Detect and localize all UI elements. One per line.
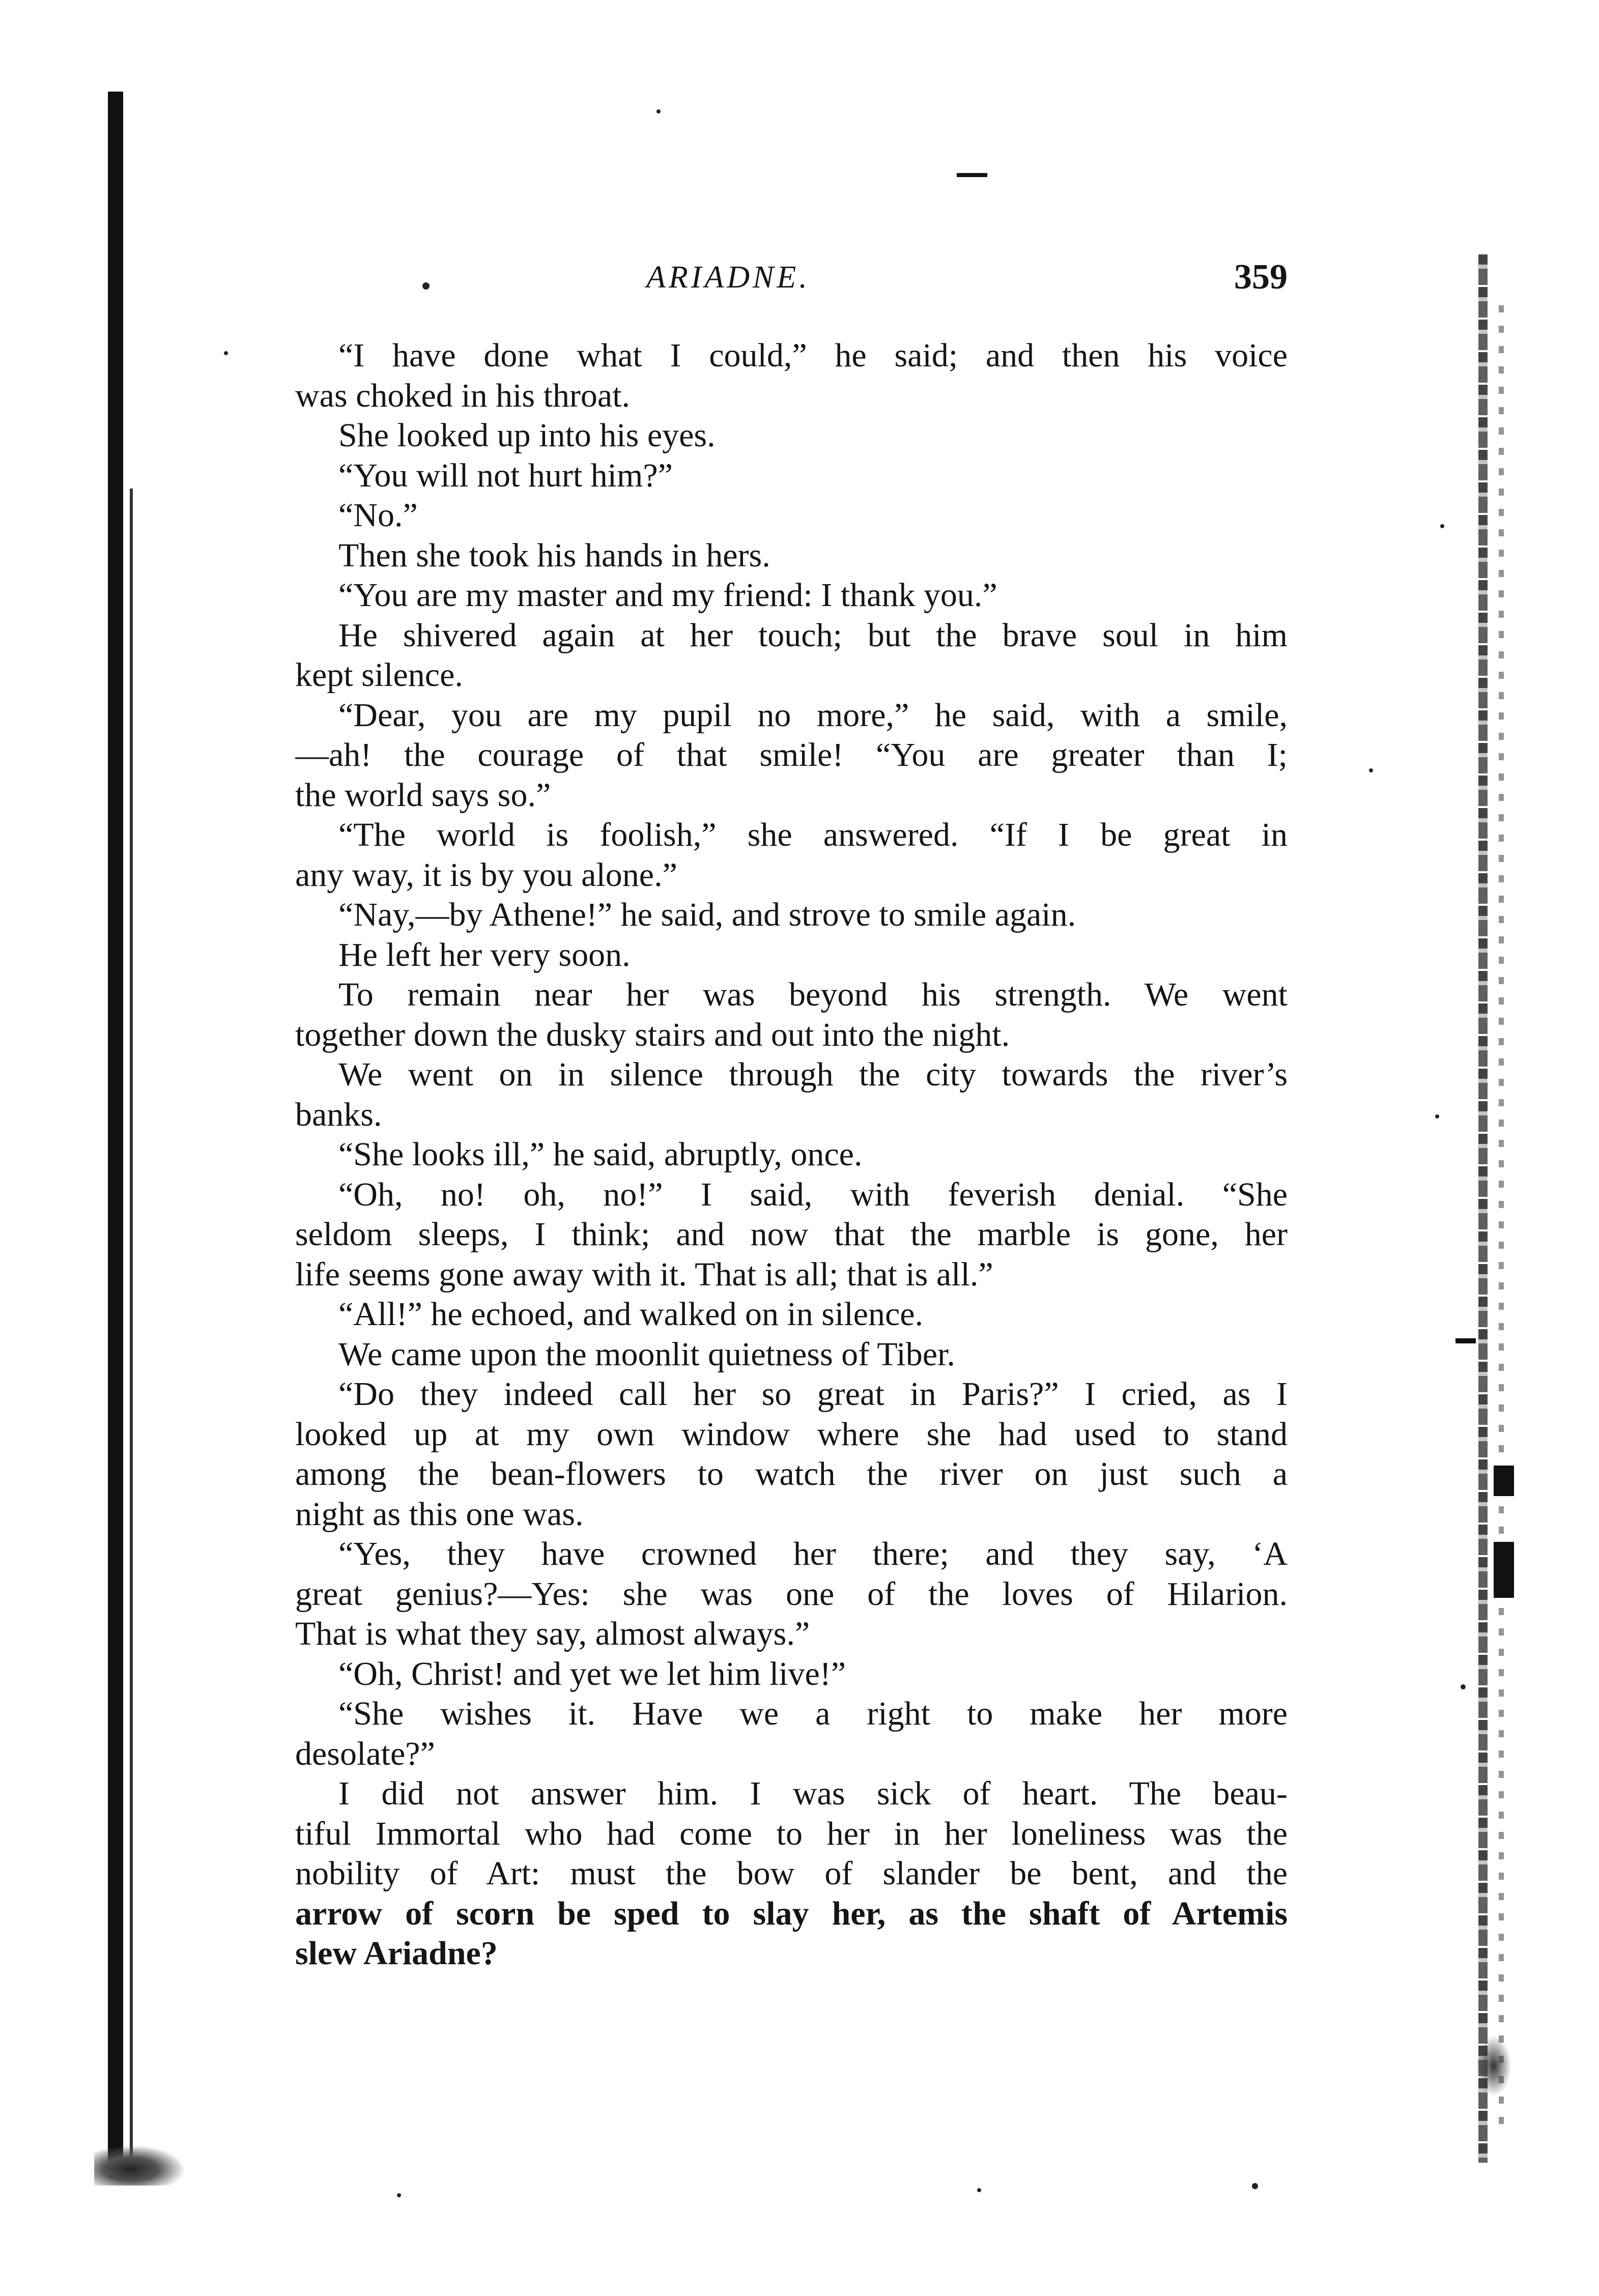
ink-speck (1252, 2183, 1258, 2189)
text-line: “I have done what I could,” he said; and then his voice (338, 337, 1288, 374)
text-line: “Oh, Christ! and yet we let him live!” (338, 1655, 846, 1692)
page-number: 359 (1234, 257, 1288, 297)
text-line: “She looks ill,” he said, abruptly, once. (338, 1136, 863, 1173)
text-line: Then she took his hands in hers. (338, 536, 770, 574)
text-line: tiful Immortal who had come to her in her loneliness was the (295, 1815, 1288, 1852)
text-line: was choked in his throat. (295, 377, 631, 414)
ink-speck (397, 2193, 401, 2197)
body-text (295, 336, 1288, 1974)
text-line: “Yes, they have crowned her there; and they say, ‘A (338, 1535, 1288, 1572)
text-line: “All!” he echoed, and walked on in silence. (338, 1296, 924, 1333)
ink-speck (977, 2188, 981, 2192)
text-line: any way, it is by you alone.” (295, 856, 677, 894)
page-edge-shadow (1478, 254, 1488, 2163)
text-line: We went on in silence through the city towards the river’s (338, 1056, 1288, 1093)
text-line: the world says so.” (295, 776, 551, 814)
ink-speck (1435, 1114, 1439, 1118)
text-line: night as this one was. (295, 1495, 584, 1533)
text-line: “Nay,—by Athene!” he said, and strove to smile again. (338, 896, 1076, 933)
text-line: “No.” (338, 497, 418, 534)
text-line: seldom sleeps, I think; and now that the marble is gone, her (295, 1216, 1288, 1253)
text-line: “You are my master and my friend: I thank you.” (338, 577, 997, 614)
edge-mark (1494, 1542, 1514, 1598)
text-line: “The world is foolish,” she answered. “If I be great in (338, 816, 1288, 853)
binding-shadow (108, 92, 123, 2178)
ink-dash (1455, 1338, 1476, 1343)
binding-smudge (94, 2145, 186, 2186)
page-edge-shadow-inner (1499, 305, 1504, 2137)
text-line: nobility of Art: must the bow of slander be bent, and the (295, 1855, 1288, 1892)
text-line: She looked up into his eyes. (338, 417, 716, 454)
text-line: desolate?” (295, 1735, 435, 1772)
text-line: banks. (295, 1096, 382, 1133)
ink-speck (1461, 1684, 1466, 1689)
ink-speck (224, 351, 228, 355)
edge-mark (1494, 1466, 1514, 1496)
text-line: —ah! the courage of that smile! “You are greater than I; (295, 736, 1288, 773)
text-line: arrow of scorn be sped to slay her, as the shaft of Artemis (295, 1895, 1288, 1932)
ink-dash (957, 173, 987, 177)
text-line: To remain near her was beyond his strength. We went (338, 976, 1288, 1013)
text-line: He left her very soon. (338, 936, 631, 973)
binding-shadow-line (130, 489, 133, 2168)
text-line: He shivered again at her touch; but the brave soul in him (338, 616, 1288, 654)
running-head (295, 254, 1288, 300)
text-line: slew Ariadne? (295, 1935, 498, 1972)
edge-smudge (1476, 2035, 1511, 2097)
text-line: life seems gone away with it. That is all; that is all.” (295, 1255, 993, 1293)
text-line: among the bean-flowers to watch the river on just such a (295, 1455, 1288, 1493)
text-line: kept silence. (295, 656, 463, 694)
text-line: “Oh, no! oh, no!” I said, with feverish denial. “She (338, 1175, 1288, 1213)
text-line: I did not answer him. I was sick of heart. The beau- (338, 1775, 1288, 1812)
ink-speck (1369, 768, 1373, 772)
text-line: That is what they say, almost always.” (295, 1615, 810, 1652)
text-line: looked up at my own window where she had used to stand (295, 1415, 1288, 1453)
ink-speck (656, 109, 661, 113)
text-line: “Dear, you are my pupil no more,” he said, with a smile, (338, 696, 1288, 734)
text-line: together down the dusky stairs and out into the night. (295, 1016, 1010, 1053)
ink-speck (1440, 524, 1444, 528)
text-line: We came upon the moonlit quietness of Tiber. (338, 1335, 955, 1373)
text-line: great genius?—Yes: she was one of the loves of Hilarion. (295, 1575, 1288, 1613)
running-head-title: ARIADNE. (646, 260, 810, 295)
text-line: “She wishes it. Have we a right to make her more (338, 1695, 1288, 1732)
text-line: “You will not hurt him?” (338, 456, 673, 494)
text-line: “Do they indeed call her so great in Paris?” I cried, as I (338, 1375, 1288, 1413)
